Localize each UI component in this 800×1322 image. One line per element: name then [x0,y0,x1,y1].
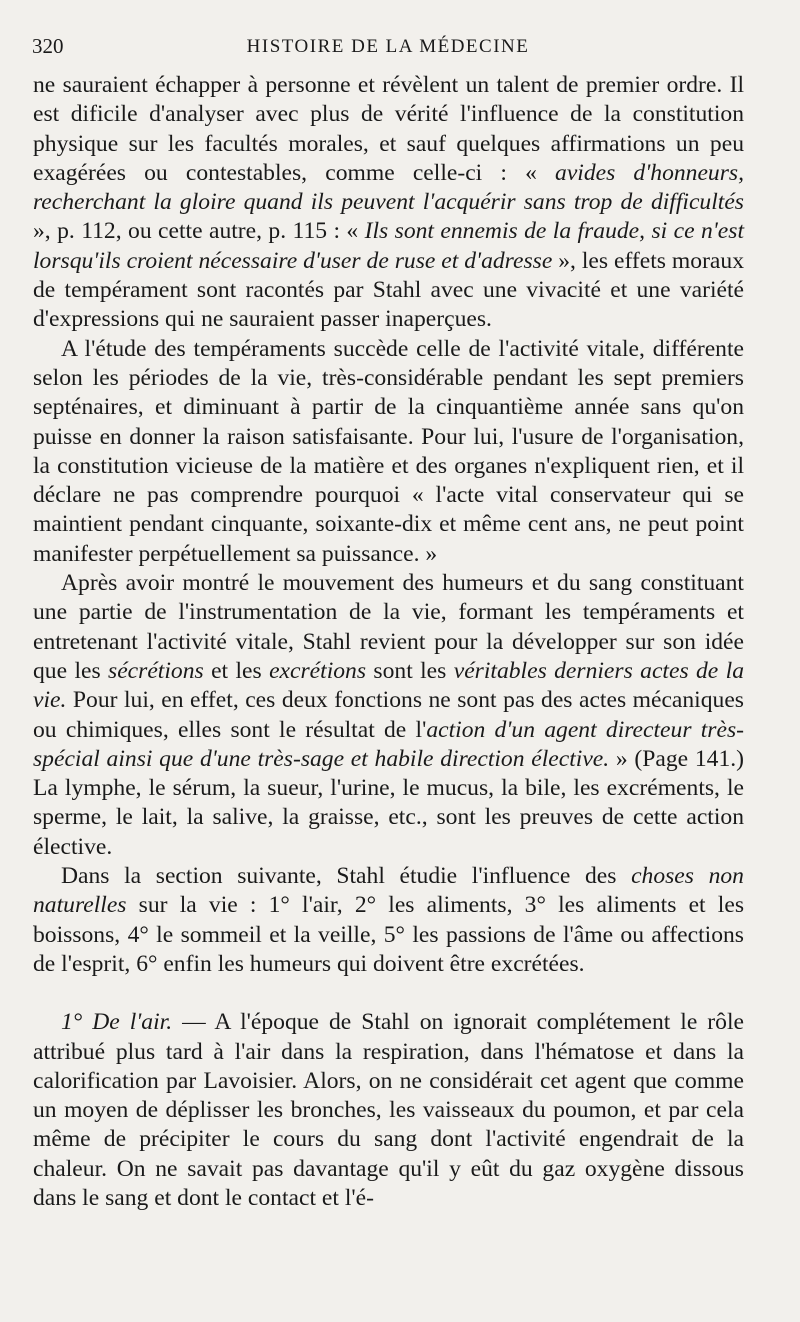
italic-term: sécrétions [108,657,204,684]
text-run: sont les [366,657,454,684]
paragraph-2 [33,335,744,569]
text-run: — A l'époque de Stahl on ignorait complétement le rôle attribué plus tard à l'air dans la respiration, dans l'hématose et dans la calorification par Lavoisier. Alors, on ne considérait cet agent que comme un moyen de déplisser les bronches, les vaisseaux du poumon, et par cela même de précipiter le cours du sang dont l'activité engendrait de la chaleur. On ne savait pas davantage qu'il y eût du gaz oxygène dissous dans le sang et dont le contact et l'é- [33,1009,744,1211]
paragraph-5 [33,1008,744,1213]
body-text [33,71,744,1213]
text-run: sur la vie : 1° l'air, 2° les aliments, 3° les aliments et les boissons, 4° le sommeil et la veille, 5° les passions de l'âme ou affections de l'esprit, 6° enfin les humeurs qui doivent être excrétées. [33,892,744,977]
text-run: », p. 112, ou cette autre, p. 115 : « [33,218,365,245]
section-heading: 1° De l'air. [61,1009,173,1036]
text-run: Dans la section suivante, Stahl étudie l'influence des [61,863,632,890]
italic-term: excrétions [269,657,367,684]
page-header [32,34,744,64]
running-title: HISTOIRE DE LA MÉDECINE [246,36,530,57]
italic-quote: avides d'honneurs, recherchant la gloire quand ils peuvent l'acquérir sans trop de difficultés [33,159,744,216]
italic-quote: action d'un agent directeur très-spécial ainsi que d'une très-sage et habile direction élective. [33,716,745,772]
text-run: Après avoir montré le mouvement des humeurs et du sang constituant une partie de l'instrumentation de la vie, formant les tempéraments et entretenant l'activité vitale, Stahl revient pour la développer sur son idée que les [33,570,744,684]
italic-term: choses non naturelles [33,863,744,919]
page-number: 320 [32,34,64,58]
text-run: », les effets moraux de tempérament sont racontés par Stahl avec une vivacité et une variété d'expressions qui ne sauraient passer inaperçues. [33,247,744,333]
paragraph-4 [33,862,744,979]
italic-term: véritables derniers actes de la vie. [33,657,744,714]
text-run: et les [203,657,270,684]
section-gap [33,979,744,1008]
text-run: Pour lui, en effet, ces deux fonctions ne sont pas des actes mécaniques ou chimiques, elles sont le résultat de l' [33,687,744,743]
text-run: A l'étude des tempéraments succède celle de l'activité vitale, différente selon les périodes de la vie, très-considérable pendant les sept premiers septénaires, et diminuant à partir de la cinquantième année sans qu'on puisse en donner la raison satisfaisante. Pour lui, l'usure de l'organisation, la constitution vicieuse de la matière et des organes n'expliquent rien, et il déclare ne pas comprendre pourquoi « l'acte vital conservateur qui se maintient pendant cinquante, soixante-dix et même cent ans, ne peut point manifester perpétuellement sa puissance. » [33,335,744,567]
text-run: ne sauraient échapper à personne et révèlent un talent de premier ordre. Il est dificile d'analyser avec plus de vérité l'influence de la constitution physique sur les facultés morales, et sauf quelques affirmations un peu exagérées ou contestables, comme celle-ci : « [33,72,744,186]
text-run: » (Page 141.) La lymphe, le sérum, la sueur, l'urine, le mucus, la bile, les excréments, le sperme, le lait, la salive, la graisse, etc., sont les preuves de cette action élective. [33,745,744,860]
paragraph-3 [33,569,744,862]
paragraph-1 [33,71,744,335]
italic-quote: Ils sont ennemis de la fraude, si ce n'est lorsqu'ils croient nécessaire d'user de ruse et d'adresse [33,218,745,274]
